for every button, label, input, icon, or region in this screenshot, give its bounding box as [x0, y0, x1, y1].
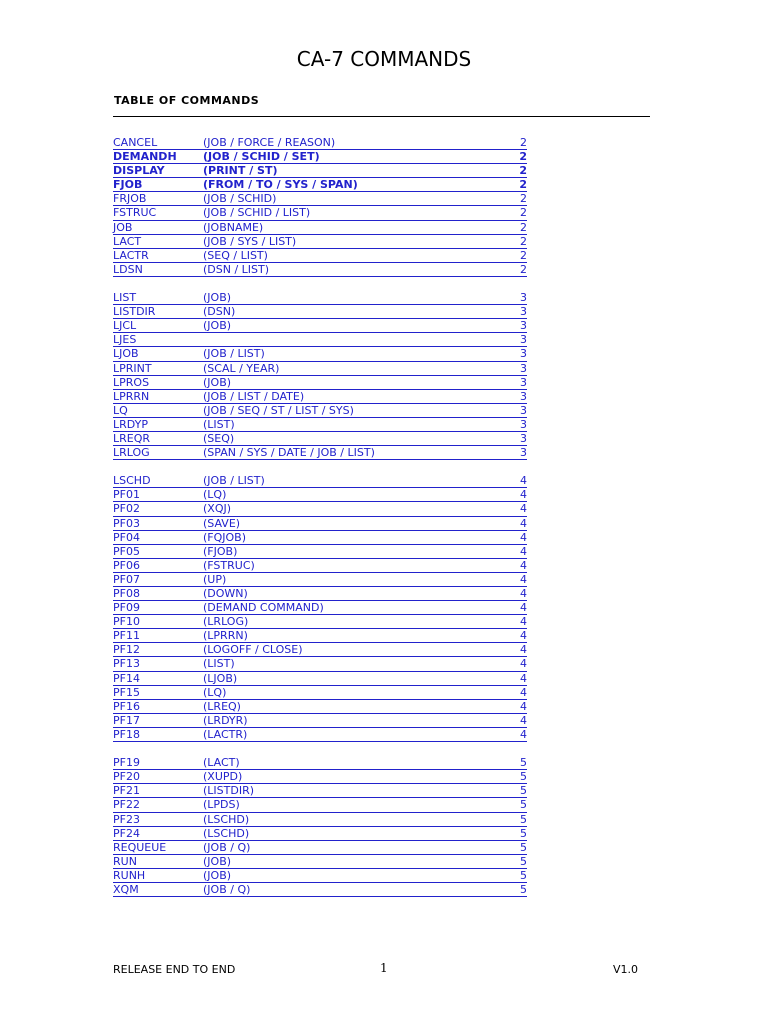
command-name: JOB — [113, 220, 133, 234]
toc-entry-link[interactable] — [113, 672, 527, 686]
command-name: LJCL — [113, 319, 137, 333]
command-name: PF07 — [113, 572, 140, 586]
page-number: 5 — [520, 882, 527, 896]
command-name: PF13 — [113, 657, 140, 671]
page-number: 4 — [520, 657, 527, 671]
page-number: 4 — [520, 713, 527, 727]
command-parameters: (DEMAND COMMAND) — [203, 601, 324, 615]
footer-version: V1.0 — [612, 963, 638, 976]
command-parameters: (LIST) — [203, 657, 235, 671]
toc-entry-link[interactable] — [113, 784, 527, 798]
heading-rule — [113, 116, 650, 117]
command-name: LREQR — [113, 431, 151, 445]
toc-entry-link[interactable] — [113, 756, 527, 770]
page-number: 2 — [520, 262, 527, 276]
toc-group — [113, 756, 527, 897]
command-parameters: (LJOB) — [203, 671, 238, 685]
command-parameters: (SCAL / YEAR) — [203, 361, 280, 375]
page-number: 4 — [520, 558, 527, 572]
toc-entry-link[interactable] — [113, 545, 527, 559]
toc-group — [113, 291, 527, 460]
page-number: 2 — [520, 192, 527, 206]
toc-entry-link[interactable] — [113, 827, 527, 841]
command-parameters: (JOB / FORCE / REASON) — [203, 136, 336, 149]
page-title: CA-7 COMMANDS — [296, 47, 472, 71]
toc-entry-link[interactable] — [113, 221, 527, 235]
command-name: LRLOG — [113, 446, 150, 460]
toc-entry-link[interactable] — [113, 418, 527, 432]
page-number: 2 — [520, 248, 527, 262]
command-name: LQ — [113, 403, 128, 417]
command-name: LISTDIR — [113, 305, 156, 319]
toc-entry-link[interactable] — [113, 869, 527, 883]
command-name: LPRRN — [113, 389, 150, 403]
command-name: LRDYP — [113, 417, 148, 431]
command-parameters: (LIST) — [203, 417, 235, 431]
toc-entry-link[interactable] — [113, 390, 527, 404]
command-parameters: (JOB) — [203, 375, 232, 389]
command-name: PF10 — [113, 615, 140, 629]
toc-entry-link[interactable] — [113, 249, 527, 263]
toc-group — [113, 136, 527, 277]
page-number: 3 — [520, 431, 527, 445]
page-number: 3 — [520, 403, 527, 417]
command-parameters: (JOB / Q) — [203, 882, 251, 896]
toc-entry-link[interactable] — [113, 319, 527, 333]
page-number: 2 — [520, 234, 527, 248]
toc-heading: TABLE OF COMMANDS — [114, 94, 260, 107]
command-parameters: (LISTDIR) — [203, 784, 255, 798]
toc-entry-link[interactable] — [113, 587, 527, 601]
command-name: LJES — [113, 333, 137, 347]
page-number: 3 — [520, 333, 527, 347]
page-number: 4 — [520, 699, 527, 713]
page-number: 3 — [520, 375, 527, 389]
command-name: PF01 — [113, 488, 140, 502]
page-number: 4 — [520, 671, 527, 685]
toc-entry-link[interactable] — [113, 855, 527, 869]
toc-entry-link[interactable] — [113, 517, 527, 531]
command-name: LJOB — [113, 347, 139, 361]
command-name: PF15 — [113, 685, 140, 699]
command-parameters: (DOWN) — [203, 587, 248, 600]
command-name: DISPLAY — [113, 164, 165, 178]
page-number: 4 — [520, 601, 527, 615]
command-name: FSTRUC — [113, 206, 157, 220]
page-number: 3 — [520, 361, 527, 375]
page-number: 4 — [520, 516, 527, 530]
toc-entry-link[interactable] — [113, 376, 527, 390]
page-number: 4 — [520, 587, 527, 600]
command-parameters: (LREQ) — [203, 699, 241, 713]
page-number: 2 — [520, 206, 527, 220]
page-number: 2 — [519, 178, 527, 192]
command-name: FRJOB — [113, 192, 147, 206]
toc-entry-link[interactable] — [113, 164, 527, 178]
command-parameters: (LRLOG) — [203, 615, 249, 629]
command-name: LACTR — [113, 248, 149, 262]
command-parameters: (LPRRN) — [203, 629, 248, 643]
command-name: RUN — [113, 854, 137, 868]
page-number: 2 — [520, 136, 527, 149]
command-name: PF02 — [113, 502, 140, 516]
toc-entry-link[interactable] — [113, 559, 527, 573]
toc-entry-link[interactable] — [113, 488, 527, 502]
page-number: 2 — [519, 164, 527, 178]
page-number: 2 — [519, 150, 527, 164]
toc-entry-link[interactable] — [113, 615, 527, 629]
page-number: 2 — [520, 220, 527, 234]
command-name: PF23 — [113, 812, 140, 826]
toc-entry-link[interactable] — [113, 446, 527, 460]
command-parameters: (XQJ) — [203, 502, 232, 516]
toc-entry-link[interactable] — [113, 136, 527, 150]
toc-entry-link[interactable] — [113, 700, 527, 714]
footer-page-number: 1 — [380, 961, 388, 975]
page-number: 4 — [520, 474, 527, 488]
toc-entry-link[interactable] — [113, 601, 527, 615]
page-number: 5 — [520, 854, 527, 868]
page-number: 3 — [520, 389, 527, 403]
page-number: 5 — [520, 812, 527, 826]
page-number: 4 — [520, 727, 527, 741]
toc-entry-link[interactable] — [113, 263, 527, 277]
command-name: LACT — [113, 234, 142, 248]
toc-entry-link[interactable] — [113, 178, 527, 192]
page-number: 4 — [520, 530, 527, 544]
command-name: PF11 — [113, 629, 140, 643]
command-name: LDSN — [113, 262, 143, 276]
command-parameters: (JOB / LIST) — [203, 474, 265, 488]
command-name: PF09 — [113, 601, 140, 615]
command-name: PF18 — [113, 727, 140, 741]
page-number: 3 — [520, 446, 527, 460]
command-name: XQM — [113, 882, 139, 896]
command-name: LIST — [113, 291, 137, 305]
page-number: 4 — [520, 572, 527, 586]
command-name: PF22 — [113, 798, 140, 812]
page-number: 3 — [520, 347, 527, 361]
command-name: PF05 — [113, 544, 140, 558]
toc-entry-link[interactable] — [113, 291, 527, 305]
toc-entry-link[interactable] — [113, 714, 527, 728]
toc-entry-link[interactable] — [113, 728, 527, 742]
command-name: PF21 — [113, 784, 140, 798]
page-number: 5 — [520, 798, 527, 812]
command-name: LSCHD — [113, 474, 151, 488]
command-parameters: (UP) — [203, 572, 227, 586]
page-number: 4 — [520, 685, 527, 699]
page-number: 5 — [520, 826, 527, 840]
command-parameters: (LSCHD) — [203, 812, 250, 826]
toc-entry-link[interactable] — [113, 770, 527, 784]
page-number: 5 — [520, 840, 527, 854]
toc-entry-link[interactable] — [113, 362, 527, 376]
command-name: DEMANDH — [113, 150, 177, 164]
command-parameters — [203, 333, 507, 346]
command-parameters: (JOB / SCHID) — [203, 192, 277, 206]
command-parameters: (SEQ) — [203, 431, 235, 445]
toc-entry-link[interactable] — [113, 531, 527, 545]
command-name: PF16 — [113, 699, 140, 713]
toc-entry-link[interactable] — [113, 333, 527, 347]
command-name: LPRINT — [113, 361, 152, 375]
command-name: PF06 — [113, 558, 140, 572]
toc-entry-link[interactable] — [113, 813, 527, 827]
command-name: LPROS — [113, 375, 150, 389]
page-number: 4 — [520, 488, 527, 502]
command-parameters: (LQ) — [203, 488, 227, 502]
command-parameters: (LOGOFF / CLOSE) — [203, 643, 303, 657]
toc-entry-link[interactable] — [113, 502, 527, 516]
footer-release: RELEASE END TO END — [113, 963, 236, 976]
command-parameters: (LPDS) — [203, 798, 240, 812]
command-parameters: (LSCHD) — [203, 826, 250, 840]
page-number: 3 — [520, 305, 527, 319]
toc-entry-link[interactable] — [113, 686, 527, 700]
toc-entry-link[interactable] — [113, 883, 527, 897]
page-number: 5 — [520, 756, 527, 770]
page-number: 3 — [520, 417, 527, 431]
command-parameters: (JOB) — [203, 319, 232, 333]
toc-entry-link[interactable] — [113, 432, 527, 446]
command-parameters: (LRDYR) — [203, 713, 248, 727]
command-parameters: (FQJOB) — [203, 530, 247, 544]
command-parameters: (DSN / LIST) — [203, 262, 270, 276]
page-number: 3 — [520, 319, 527, 333]
command-parameters: (SPAN / SYS / DATE / JOB / LIST) — [203, 446, 375, 460]
command-parameters: (JOB / SEQ / ST / LIST / SYS) — [203, 403, 354, 417]
toc-entry-link[interactable] — [113, 305, 527, 319]
page-number: 4 — [520, 544, 527, 558]
toc-entry-link[interactable] — [113, 841, 527, 855]
command-parameters: (JOBNAME) — [203, 220, 264, 234]
command-name: PF14 — [113, 671, 140, 685]
command-parameters: (SAVE) — [203, 516, 241, 530]
command-name: PF12 — [113, 643, 140, 657]
command-name: PF20 — [113, 770, 140, 784]
command-name: FJOB — [113, 178, 143, 192]
command-parameters: (JOB / SYS / LIST) — [203, 234, 297, 248]
command-name: RUNH — [113, 868, 146, 882]
command-parameters: (JOB) — [203, 868, 232, 882]
command-parameters: (XUPD) — [203, 770, 243, 784]
toc-entry-link[interactable] — [113, 192, 527, 206]
page-number: 4 — [520, 502, 527, 516]
command-parameters: (PRINT / ST) — [203, 164, 278, 178]
command-parameters: (JOB) — [203, 854, 232, 868]
command-parameters: (FJOB) — [203, 544, 238, 558]
command-name: PF03 — [113, 516, 140, 530]
command-parameters: (JOB / SCHID / LIST) — [203, 206, 311, 220]
command-parameters: (JOB) — [203, 291, 232, 305]
command-parameters: (DSN) — [203, 305, 236, 319]
command-name: CANCEL — [113, 136, 158, 149]
page-number: 5 — [520, 868, 527, 882]
command-parameters: (LQ) — [203, 685, 227, 699]
page-number: 3 — [520, 291, 527, 305]
command-parameters: (SEQ / LIST) — [203, 248, 268, 262]
command-name: PF17 — [113, 713, 140, 727]
command-name: PF04 — [113, 530, 140, 544]
page-number: 4 — [520, 615, 527, 629]
command-parameters: (JOB / LIST) — [203, 347, 265, 361]
toc-entry-link[interactable] — [113, 235, 527, 249]
command-parameters: (JOB / SCHID / SET) — [203, 150, 320, 164]
command-name: PF08 — [113, 587, 140, 600]
toc-entry-link[interactable] — [113, 573, 527, 587]
command-parameters: (LACTR) — [203, 727, 248, 741]
command-parameters: (FSTRUC) — [203, 558, 255, 572]
table-of-commands — [113, 136, 527, 911]
command-name: PF19 — [113, 756, 140, 770]
toc-entry-link[interactable] — [113, 657, 527, 671]
page-number: 5 — [520, 770, 527, 784]
toc-entry-link[interactable] — [113, 206, 527, 220]
toc-entry-link[interactable] — [113, 347, 527, 361]
command-parameters: (FROM / TO / SYS / SPAN) — [203, 178, 358, 192]
command-parameters: (JOB / Q) — [203, 840, 251, 854]
command-parameters: (JOB / LIST / DATE) — [203, 389, 305, 403]
toc-entry-link[interactable] — [113, 798, 527, 812]
toc-entry-link[interactable] — [113, 629, 527, 643]
page-number: 5 — [520, 784, 527, 798]
toc-entry-link[interactable] — [113, 404, 527, 418]
command-name: PF24 — [113, 826, 140, 840]
toc-group — [113, 474, 527, 742]
toc-entry-link[interactable] — [113, 643, 527, 657]
toc-entry-link[interactable] — [113, 474, 527, 488]
command-parameters: (LACT) — [203, 756, 240, 770]
command-name: REQUEUE — [113, 840, 167, 854]
toc-entry-link[interactable] — [113, 150, 527, 164]
page-number: 4 — [520, 643, 527, 657]
page-number: 4 — [520, 629, 527, 643]
